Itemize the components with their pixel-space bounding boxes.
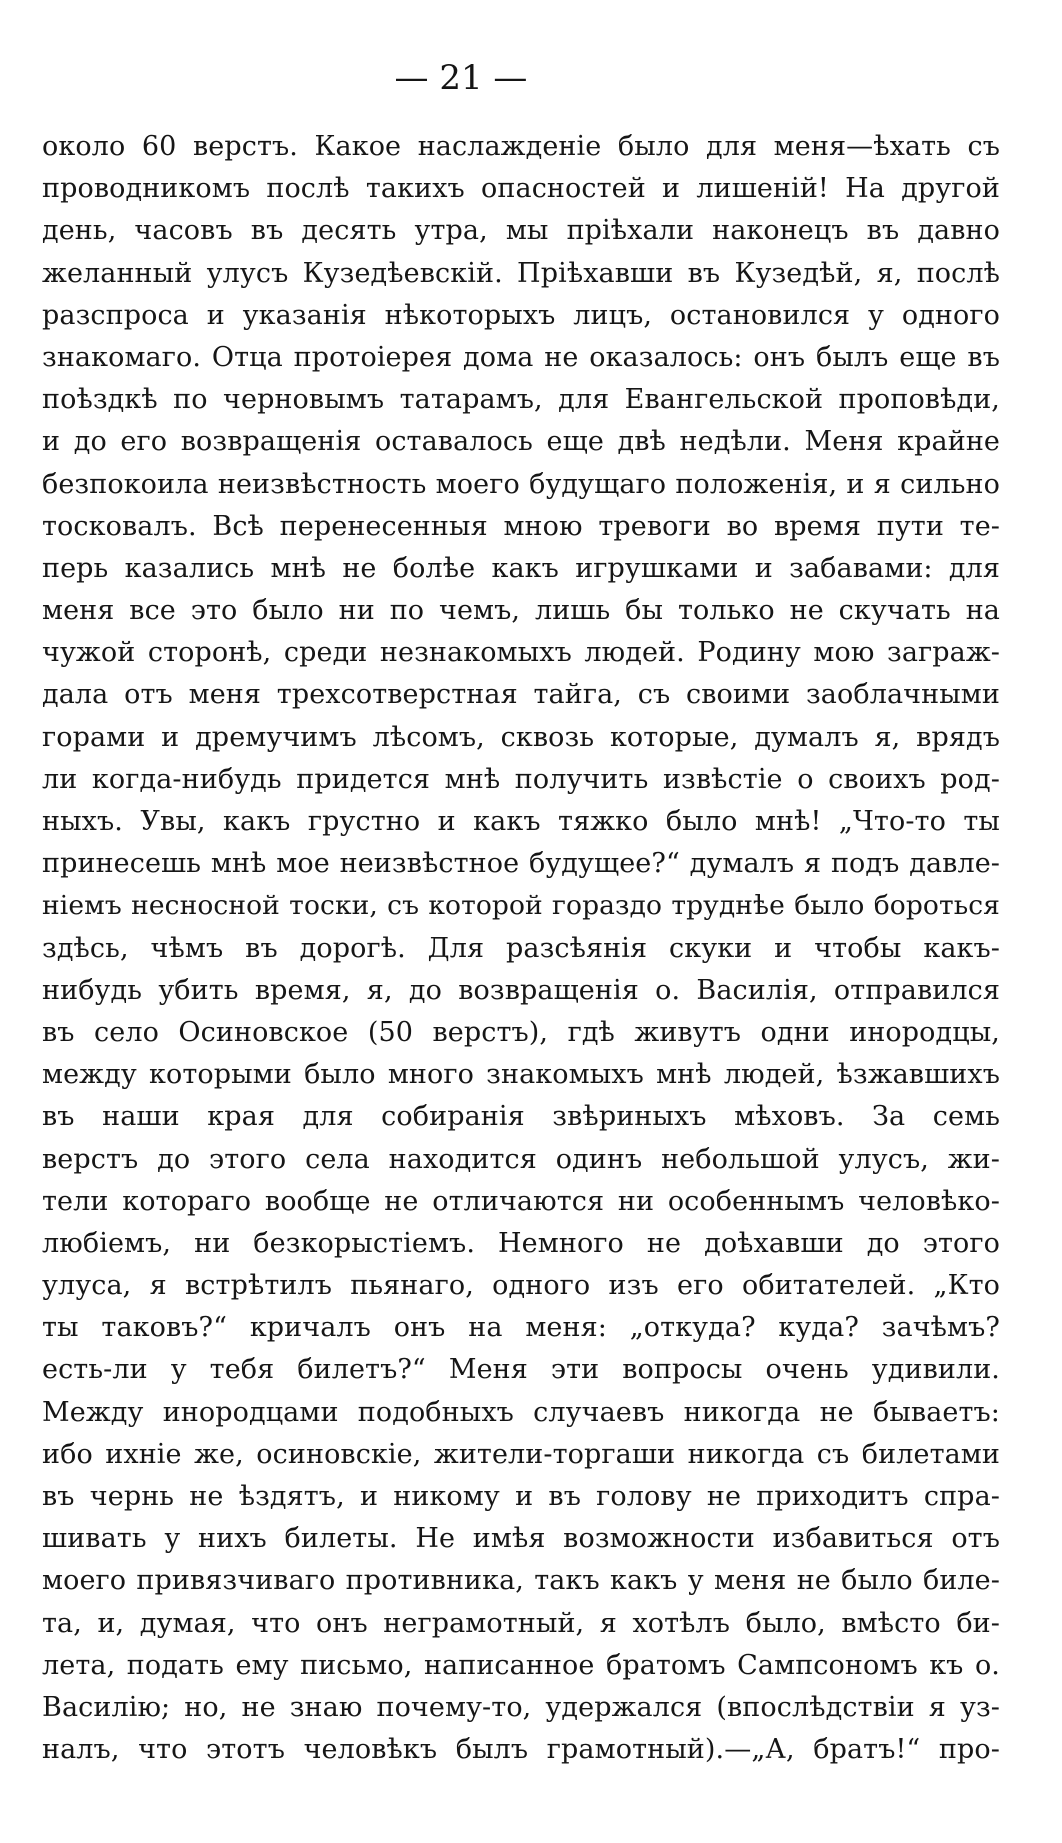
text-line: ныхъ. Увы, какъ грустно и какъ тяжко было мнѣ! „Что-то ты — [42, 806, 1000, 837]
text-line: есть-ли у тебя билетъ?“ Меня эти вопросы очень удивили. — [42, 1354, 1000, 1386]
text-line: ли когда-нибудь придется мнѣ получить извѣстіе о своихъ род- — [42, 763, 1000, 795]
text-line: безпокоила неизвѣстность моего будущаго положенія, и я сильно — [42, 468, 1000, 500]
text-line: Василію; но, не знаю почему-то, удержался (впослѣдствіи я уз- — [42, 1691, 1000, 1723]
text-line: тосковалъ. Всѣ перенесенныя мною тревоги во время пути те- — [42, 510, 1000, 542]
text-line: верстъ до этого села находится одинъ небольшой улусъ, жи- — [42, 1143, 1000, 1175]
text-line: налъ, что этотъ человѣкъ былъ грамотный).—„А, братъ!“ про- — [42, 1734, 1000, 1766]
text-line: горами и дремучимъ лѣсомъ, сквозь которые, думалъ я, врядъ — [42, 721, 1000, 753]
text-line: поѣздкѣ по черновымъ татарамъ, для Евангельской проповѣди, — [42, 384, 1000, 416]
text-line: перь казались мнѣ не болѣе какъ игрушками и забавами: для — [42, 552, 1000, 584]
text-line: желанный улусъ Кузедѣевскій. Пріѣхавши въ Кузедѣй, я, послѣ — [42, 257, 1000, 289]
text-line: въ село Осиновское (50 верстъ), гдѣ живутъ одни инородцы, — [42, 1016, 1000, 1048]
text-line: тели котораго вообще не отличаются ни особеннымъ человѣко- — [42, 1185, 1000, 1217]
text-line: моего привязчиваго противника, такъ какъ у меня не было биле- — [42, 1565, 1000, 1597]
text-line: знакомаго. Отца протоіерея дома не оказалось: онъ былъ еще въ — [42, 341, 1000, 373]
text-line: та, и, думая, что онъ неграмотный, я хотѣлъ было, вмѣсто би- — [42, 1607, 1000, 1639]
text-line: улуса, я встрѣтилъ пьянаго, одного изъ его обитателей. „Кто — [42, 1270, 1000, 1302]
text-line: ніемъ несносной тоски, съ которой гораздо труднѣе было бороться — [42, 890, 1000, 922]
text-line: проводникомъ послѣ такихъ опасностей и лишеній! На другой — [42, 173, 1000, 205]
text-line: ты таковъ?“ кричалъ онъ на меня: „откуда? куда? зачѣмъ? — [42, 1312, 1000, 1344]
text-line: дала отъ меня трехсотверстная тайга, съ своими заоблачными — [42, 679, 1000, 711]
text-line: чужой сторонѣ, среди незнакомыхъ людей. Родину мою заграж- — [42, 637, 1000, 669]
text-line: и до его возвращенія оставалось еще двѣ недѣли. Меня крайне — [42, 426, 1000, 458]
text-line: день, часовъ въ десять утра, мы пріѣхали наконецъ въ давно — [42, 215, 1000, 247]
text-line: въ наши края для собиранія звѣриныхъ мѣховъ. За семь — [42, 1101, 1000, 1133]
text-line: меня все это было ни по чемъ, лишь бы только не скучать на — [42, 595, 1000, 627]
text-line: нибудь убить время, я, до возвращенія о. Василія, отправился — [42, 974, 1000, 1006]
page-number: — 21 — — [394, 58, 528, 98]
text-line: здѣсь, чѣмъ въ дорогѣ. Для разсѣянія скуки и чтобы какъ- — [42, 932, 1000, 964]
text-line: лета, подать ему письмо, написанное братомъ Сампсономъ къ о. — [42, 1649, 1000, 1681]
body-text — [42, 126, 1000, 1771]
text-line: около 60 верстъ. Какое наслажденіе было для меня—ѣхать съ — [42, 131, 1000, 162]
text-line: въ чернь не ѣздятъ, и никому и въ голову не приходитъ спра- — [42, 1481, 1000, 1512]
text-line: разспроса и указанія нѣкоторыхъ лицъ, остановился у одного — [42, 299, 1000, 331]
text-line: между которыми было много знакомыхъ мнѣ людей, ѣзжавшихъ — [42, 1059, 1000, 1091]
text-line: Между инородцами подобныхъ случаевъ никогда не бываетъ: — [42, 1396, 1000, 1428]
text-line: ибо ихніе же, осиновскіе, жители-торгаши никогда съ билетами — [42, 1438, 1000, 1470]
text-line: принесешь мнѣ мое неизвѣстное будущее?“ думалъ я подъ давле- — [42, 848, 1000, 880]
text-line: любіемъ, ни безкорыстіемъ. Немного не доѣхавши до этого — [42, 1227, 1000, 1259]
text-line: шивать у нихъ билеты. Не имѣя возможности избавиться отъ — [42, 1523, 1000, 1555]
